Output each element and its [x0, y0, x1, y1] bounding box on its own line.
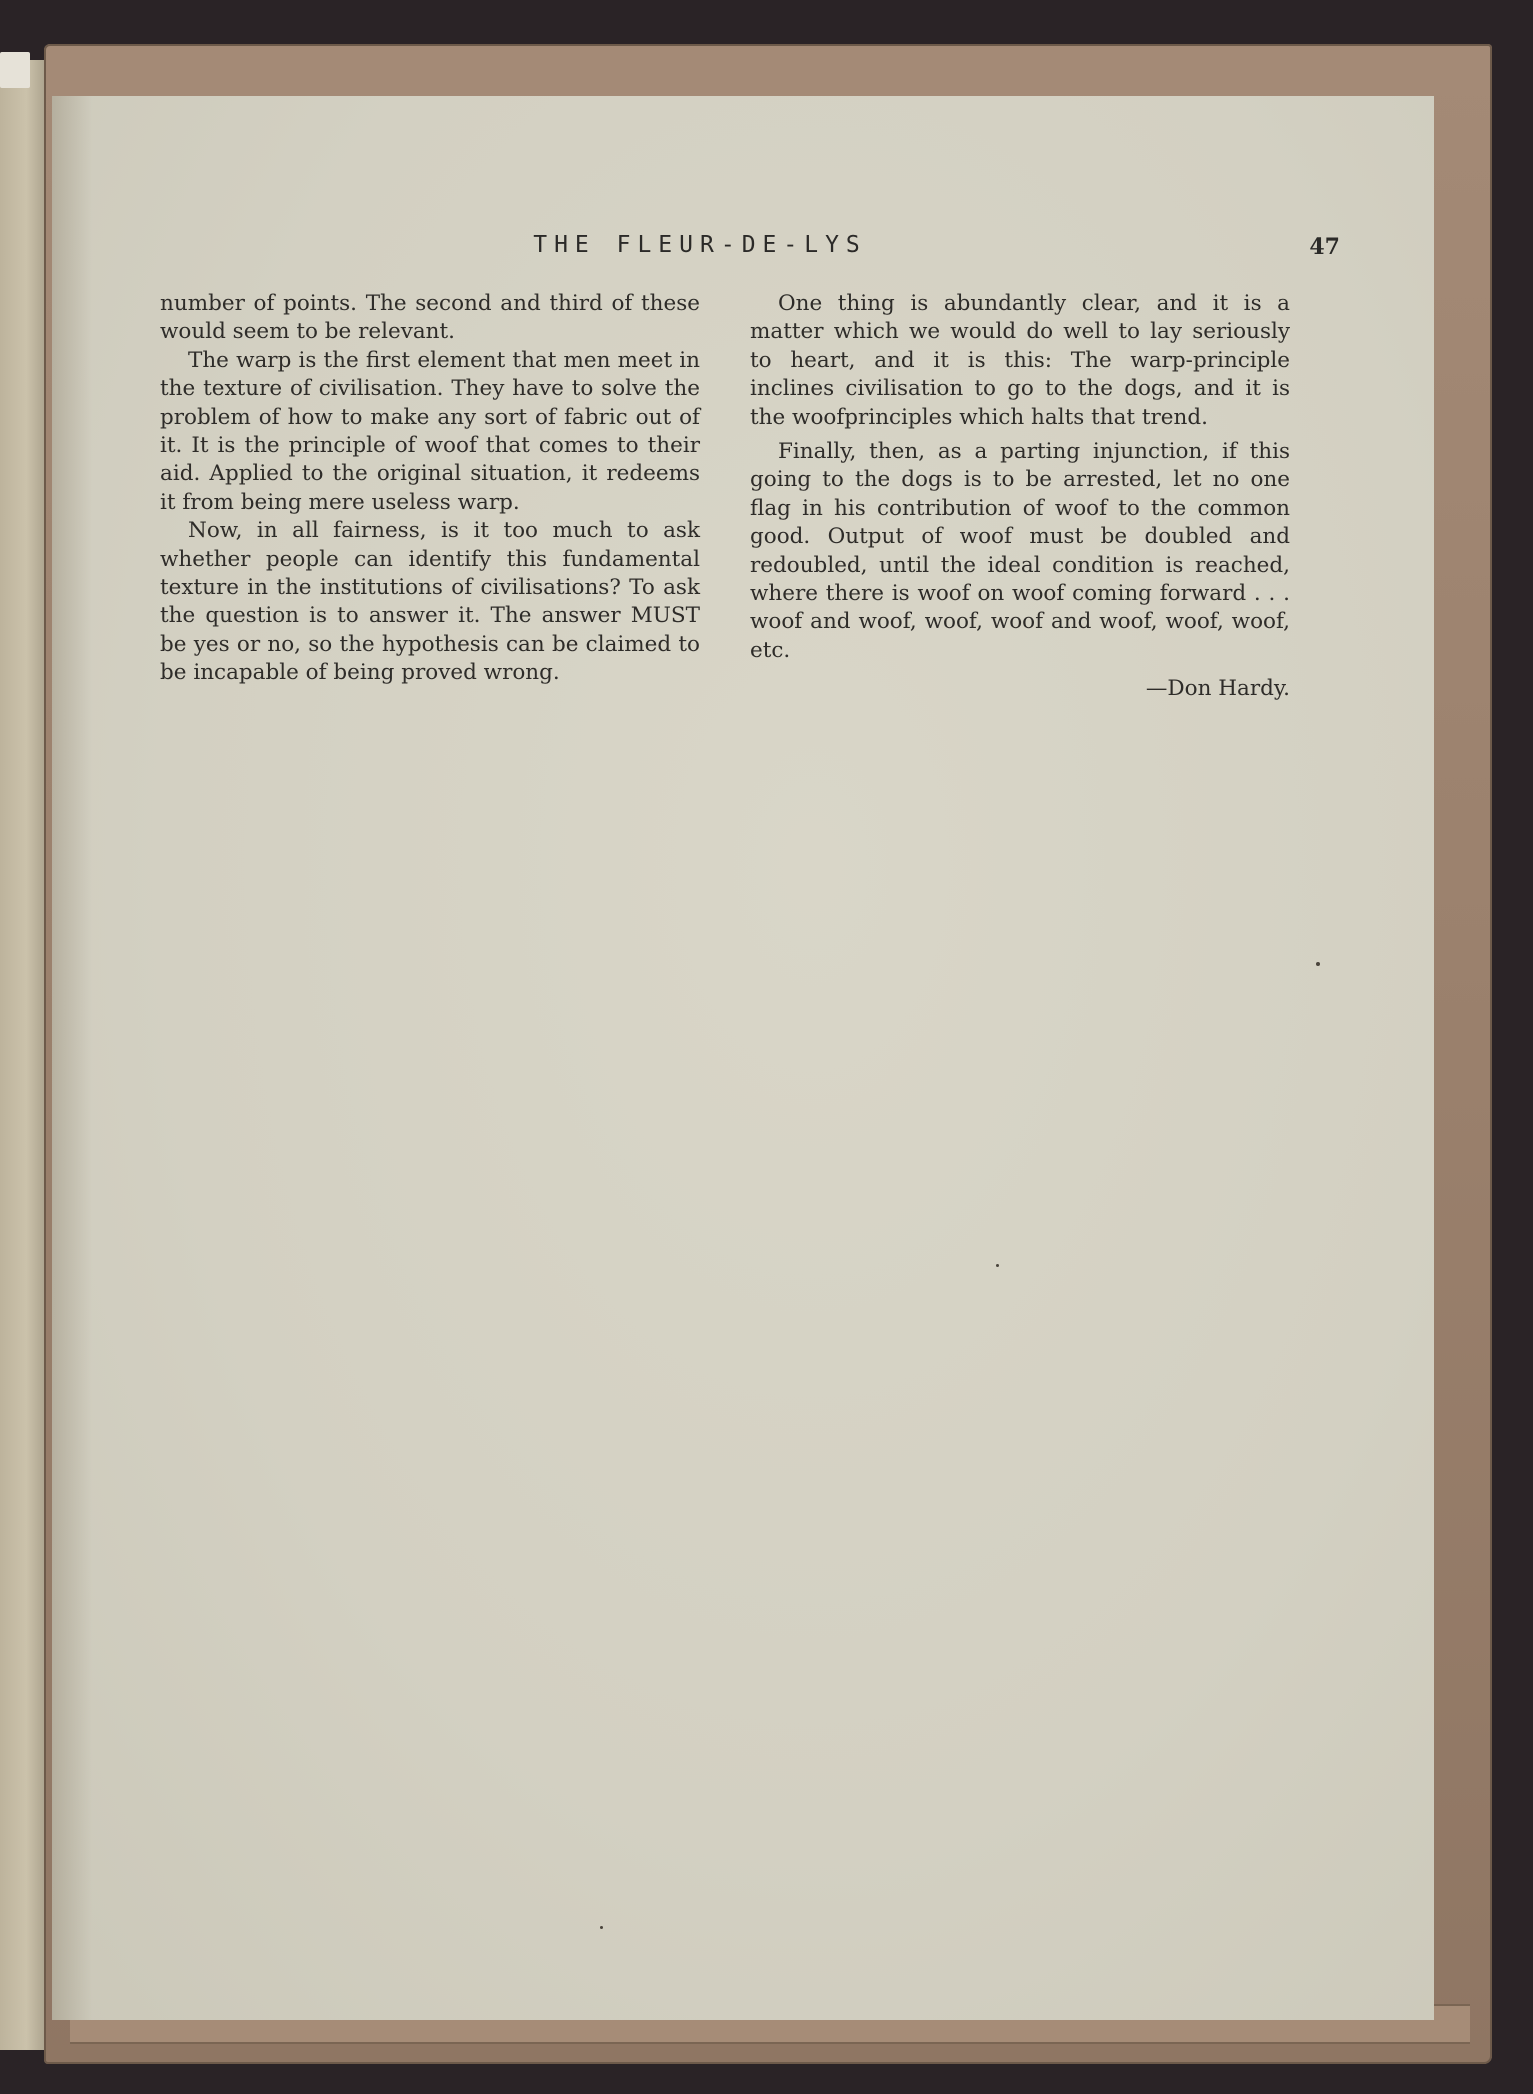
document-page [52, 96, 1434, 2020]
paragraph: The warp is the first element that men meet in the texture of civilisation. They have to solve the problem of how to make any sort of fabric out of it. It is the principle of woof that comes to their aid. Applied to the original situation, it redeems it from being mere useless warp. [160, 347, 700, 515]
paragraph: One thing is abundantly clear, and it is a matter which we would do well to lay seriously to heart, and it is this: The warp-principle inclines civilisation to go to the dogs, and it is the woofprinciples which halts that trend. [750, 291, 1290, 430]
journal-title: THE FLEUR-DE-LYS [533, 232, 867, 258]
paper-speck [1316, 962, 1320, 966]
paper-speck [600, 1926, 603, 1929]
page-number: 47 [1309, 234, 1340, 260]
paragraph: Now, in all fairness, is it too much to ask whether people can identify this fundamental texture in the institutions of civilisations? To ask the question is to answer it. The answer MUST be yes or no, so the hypothesis can be claimed to be incapable of being proved wrong. [160, 518, 700, 686]
paragraph: Finally, then, as a parting injunction, if this going to the dogs is to be arrested, let no one flag in his contribution of woof to the common good. Output of woof must be doubled and redoubled, until the ideal condition is reached, where there is woof on woof coming forward . . . woof and woof, woof, woof and woof, woof, woof, etc. [750, 439, 1290, 663]
previous-page-edge [0, 60, 50, 2050]
gutter-shadow [52, 96, 92, 2020]
left-column [160, 290, 700, 688]
running-head [160, 232, 1340, 272]
right-column [750, 290, 1290, 704]
paragraph: number of points. The second and third of these would seem to be relevant. [160, 291, 700, 345]
paper-speck [996, 1264, 999, 1267]
page-tab-marker [0, 52, 30, 88]
author-signature: —Don Hardy. [1145, 676, 1290, 702]
